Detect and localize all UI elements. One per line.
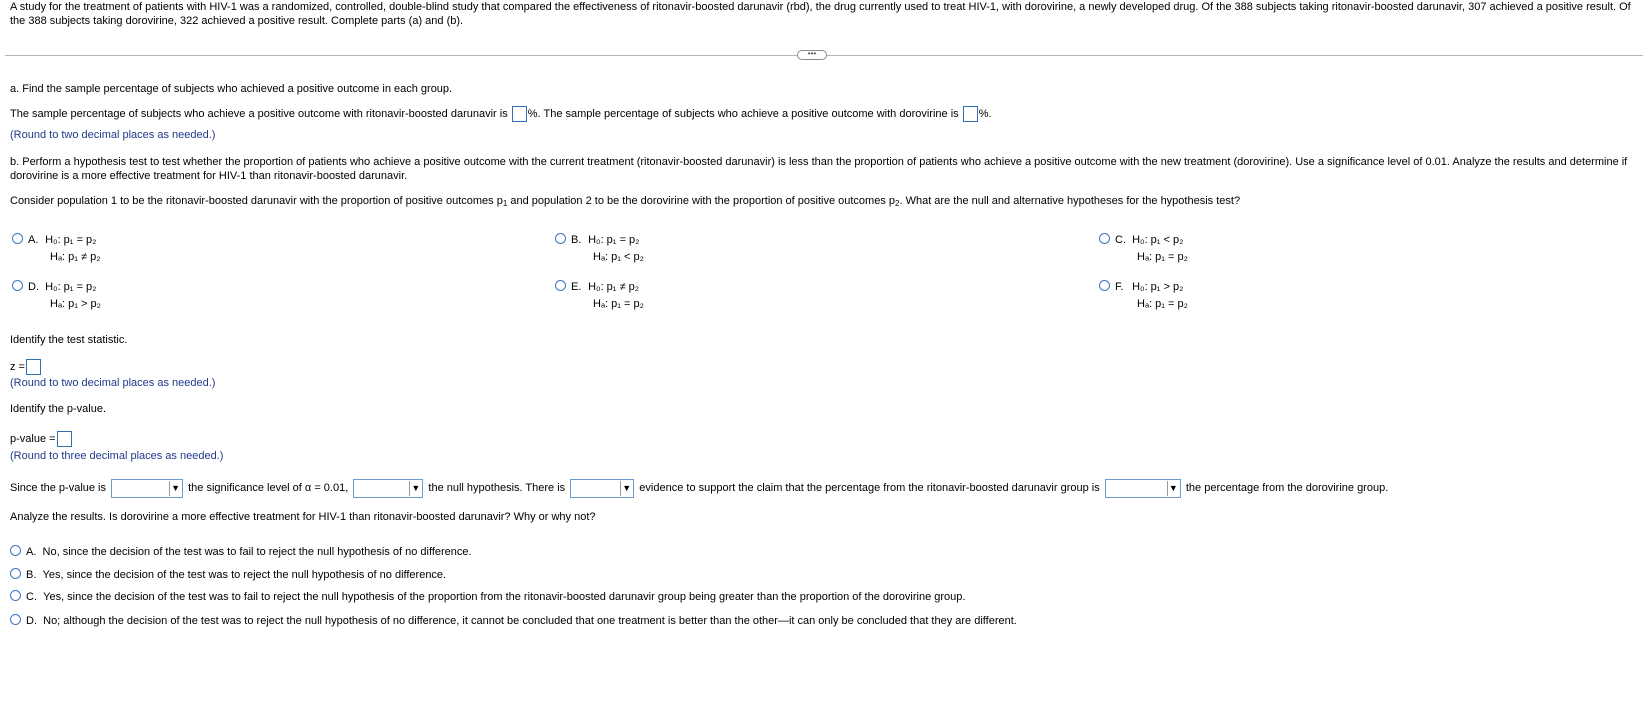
hypothesis-option-b[interactable] (555, 232, 644, 266)
radio-icon[interactable] (1099, 233, 1110, 244)
part-a-text-2: %. The sample percentage of subjects who achieve a positive outcome with dorovirine is (527, 108, 959, 120)
population-text-3: . What are the null and alternative hypotheses for the hypothesis test? (899, 195, 1241, 207)
analysis-option-c[interactable] (10, 590, 965, 604)
part-a-text-3: %. (978, 108, 992, 120)
population-text-1: Consider population 1 to be the ritonavir-boosted darunavir with the proportion of positive outcomes p (10, 195, 503, 207)
option-letter: A. (26, 546, 37, 558)
chevron-down-icon: ▼ (620, 481, 632, 496)
z-input[interactable] (26, 359, 41, 375)
option-letter: B. (26, 569, 37, 581)
radio-icon[interactable] (555, 280, 566, 291)
option-letter: B. (571, 234, 582, 246)
problem-statement: A study for the treatment of patients with HIV-1 was a randomized, controlled, double-blind study that compared the effectiveness of ritonavir-boosted darunavir (rbd), the drug currently used to treat HIV-1, with dorovirine, a newly developed drug. Of the 388 subjects taking ritonavir-boosted darunavir, 307 achieved a positive result. Of the 388 subjects taking dorovirine, 322 achieved a positive result. Complete parts (a) and (b). (10, 1, 1631, 27)
subscript-1: 1 (502, 199, 508, 208)
radio-icon[interactable] (10, 614, 21, 625)
option-text: No; although the decision of the test was to reject the null hypothesis of no difference, it cannot be concluded that one treatment is better than the other—it can only be concluded that they are different. (43, 615, 1017, 627)
z-label: z = (10, 361, 25, 373)
p-value-prompt: Identify the p-value. (10, 403, 107, 415)
conclusion-text-2: the significance level of α = 0.01, (188, 482, 349, 494)
evidence-dropdown[interactable] (570, 479, 634, 498)
subscript-2: 2 (895, 199, 900, 208)
null-hypothesis: H₀: p₁ > p₂ (1132, 281, 1184, 293)
radio-icon[interactable] (12, 233, 23, 244)
option-text: Yes, since the decision of the test was to fail to reject the null hypothesis of the proportion from the ritonavir-boosted darunavir group being greater than the proportion of the dorovirine group. (43, 591, 966, 603)
rbd-percentage-input[interactable] (512, 106, 527, 122)
chevron-down-icon: ▼ (169, 481, 181, 496)
hypothesis-option-f[interactable] (1099, 279, 1188, 313)
null-hypothesis: H₀: p₁ = p₂ (588, 234, 640, 246)
hypothesis-option-a[interactable] (12, 232, 101, 266)
part-a-answer-line (10, 105, 992, 123)
option-letter: C. (26, 591, 37, 603)
option-text: No, since the decision of the test was to fail to reject the null hypothesis of no difference. (42, 546, 472, 558)
hypothesis-option-e[interactable] (555, 279, 644, 313)
option-text: Yes, since the decision of the test was to reject the null hypothesis of no difference. (42, 569, 447, 581)
alt-hypothesis: Hₐ: p₁ ≠ p₂ (50, 251, 101, 263)
option-letter: D. (26, 615, 37, 627)
radio-icon[interactable] (10, 568, 21, 579)
conclusion-sentence (10, 478, 1388, 498)
chevron-down-icon: ▼ (409, 481, 421, 496)
option-letter: F. (1115, 281, 1124, 293)
analysis-option-a[interactable] (10, 545, 472, 559)
part-a-rounding-note: (Round to two decimal places as needed.) (10, 129, 216, 141)
hypothesis-option-c[interactable] (1099, 232, 1188, 266)
population-definition (10, 195, 1240, 208)
alt-hypothesis: Hₐ: p₁ = p₂ (593, 298, 644, 310)
conclusion-text-1: Since the p-value is (10, 482, 106, 494)
alt-hypothesis: Hₐ: p₁ < p₂ (593, 251, 644, 263)
z-rounding-note: (Round to two decimal places as needed.) (10, 377, 216, 389)
alt-hypothesis: Hₐ: p₁ = p₂ (1137, 298, 1188, 310)
part-a-text-1: The sample percentage of subjects who achieve a positive outcome with ritonavir-boosted darunavir is (10, 108, 508, 120)
option-letter: C. (1115, 234, 1126, 246)
conclusion-text-5: the percentage from the dorovirine group. (1185, 482, 1389, 494)
p-value-answer-line (10, 430, 73, 448)
option-letter: D. (28, 281, 39, 293)
analyze-prompt: Analyze the results. Is dorovirine a more effective treatment for HIV-1 than ritonavir-boosted darunavir? Why or why not? (10, 511, 596, 523)
radio-icon[interactable] (10, 590, 21, 601)
option-letter: A. (28, 234, 39, 246)
chevron-down-icon: ▼ (1167, 481, 1179, 496)
expand-more-button[interactable]: ••• (797, 50, 827, 60)
part-b-prompt: b. Perform a hypothesis test to test whether the proportion of patients who achieve a positive outcome with the current treatment (ritonavir-boosted darunavir) is less than the proportion of patients who achieve a positive outcome with the new treatment (dorovirine). Use a significance level of 0.01. Analyze the results and determine if dorovirine is a more effective treatment for HIV-1 than ritonavir-boosted darunavir. (10, 156, 1628, 182)
comparison-dropdown[interactable] (111, 479, 183, 498)
conclusion-text-4: evidence to support the claim that the percentage from the ritonavir-boosted darunavir group is (639, 482, 1100, 494)
analysis-option-b[interactable] (10, 568, 446, 582)
null-hypothesis: H₀: p₁ = p₂ (45, 281, 97, 293)
population-text-2: and population 2 to be the dorovirine with the proportion of positive outcomes p (507, 195, 896, 207)
part-a-prompt: a. Find the sample percentage of subjects who achieved a positive outcome in each group. (10, 83, 453, 95)
test-statistic-prompt: Identify the test statistic. (10, 334, 128, 346)
option-letter: E. (571, 281, 582, 293)
radio-icon[interactable] (12, 280, 23, 291)
p-value-input[interactable] (57, 431, 72, 447)
conclusion-text-3: the null hypothesis. There is (428, 482, 566, 494)
dorovirine-percentage-input[interactable] (963, 106, 978, 122)
alt-hypothesis: Hₐ: p₁ > p₂ (50, 298, 101, 310)
radio-icon[interactable] (555, 233, 566, 244)
null-hypothesis: H₀: p₁ < p₂ (1132, 234, 1184, 246)
z-answer-line (10, 358, 42, 376)
claim-comparison-dropdown[interactable] (1105, 479, 1181, 498)
analysis-option-d[interactable] (10, 614, 1017, 628)
null-hypothesis: H₀: p₁ ≠ p₂ (588, 281, 640, 293)
hypothesis-option-d[interactable] (12, 279, 101, 313)
radio-icon[interactable] (10, 545, 21, 556)
radio-icon[interactable] (1099, 280, 1110, 291)
decision-dropdown[interactable] (353, 479, 423, 498)
alt-hypothesis: Hₐ: p₁ = p₂ (1137, 251, 1188, 263)
p-value-label: p-value = (10, 433, 56, 445)
p-value-rounding-note: (Round to three decimal places as needed.) (10, 450, 224, 462)
null-hypothesis: H₀: p₁ = p₂ (45, 234, 97, 246)
